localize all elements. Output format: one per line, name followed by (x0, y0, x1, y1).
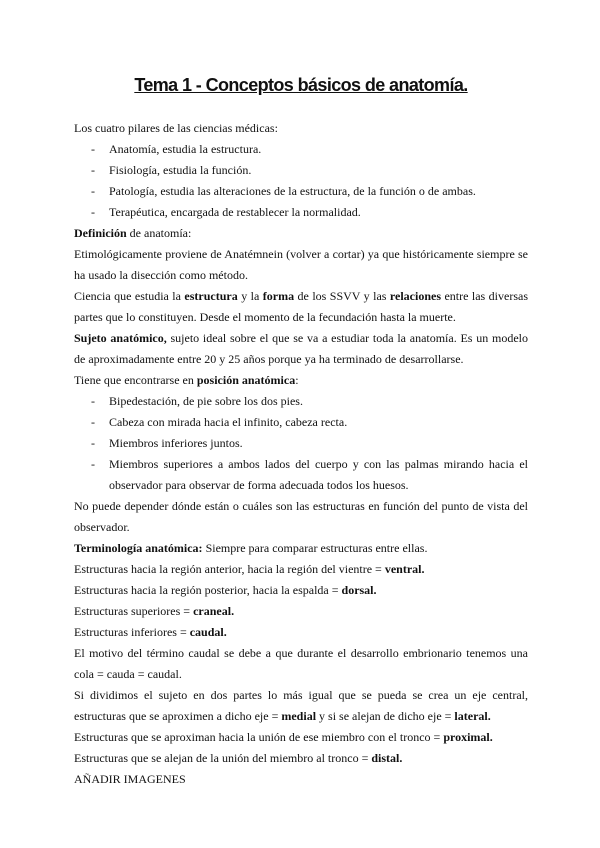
list-item: - Bipedestación, de pie sobre los dos pies. (91, 394, 303, 408)
definition-heading: Definición de anatomía: (74, 226, 192, 240)
list-item: - Miembros superiores a ambos lados del cuerpo y con las palmas mirando hacia el observador para observar de forma adecuada todos los huesos. (91, 457, 528, 492)
term-ventral: Estructuras hacia la región anterior, hacia la región del vientre = ventral. (74, 562, 425, 576)
terminologia-paragraph: Terminología anatómica: Siempre para comparar estructuras entre ellas. (74, 541, 428, 555)
document-page (74, 74, 528, 790)
term-craneal: Estructuras superiores = craneal. (74, 604, 235, 618)
list-item: - Anatomía, estudia la estructura. (91, 142, 262, 156)
posicion-list (74, 391, 528, 496)
list-item: - Patología, estudia las alteraciones de la estructura, de la función o de ambas. (91, 184, 476, 198)
ciencia-paragraph: Ciencia que estudia la estructura y la forma de los SSVV y las relaciones entre las diversas partes que lo constituyen. Desde el momento de la fecundación hasta la muerte. (74, 289, 528, 324)
sujeto-paragraph: Sujeto anatómico, sujeto ideal sobre el que se va a estudiar toda la anatomía. Es un modelo de aproximadamente entre 20 y 25 años porque ya ha terminado de desarrollarse. (74, 331, 528, 366)
term-dorsal: Estructuras hacia la región posterior, hacia la espalda = dorsal. (74, 583, 377, 597)
list-item: - Fisiología, estudia la función. (91, 163, 252, 177)
footer-note: AÑADIR IMAGENES (74, 772, 186, 786)
caudal-note: El motivo del término caudal se debe a que durante el desarrollo embrionario tenemos una cola = cauda = caudal. (74, 646, 528, 681)
term-caudal: Estructuras inferiores = caudal. (74, 625, 227, 639)
list-item: - Terapéutica, encargada de restablecer la normalidad. (91, 205, 361, 219)
posicion-intro: Tiene que encontrarse en posición anatómica: (74, 373, 299, 387)
list-item: - Cabeza con mirada hacia el infinito, cabeza recta. (91, 415, 348, 429)
medial-lateral-paragraph: Si dividimos el sujeto en dos partes lo más igual que se pueda se crea un eje central, estructuras que se aproximen a dicho eje = medial y si se alejan de dicho eje = lateral. (74, 688, 528, 723)
etymology-paragraph: Etimológicamente proviene de Anatémnein (volver a cortar) ya que históricamente siempre se ha usado la disección como método. (74, 247, 528, 282)
term-proximal: Estructuras que se aproximan hacia la unión de ese miembro con el tronco = proximal. (74, 730, 493, 744)
page-title: Tema 1 - Conceptos básicos de anatomía. (134, 75, 468, 95)
list-item: - Miembros inferiores juntos. (91, 436, 243, 450)
observer-paragraph: No puede depender dónde están o cuáles son las estructuras en función del punto de vista del observador. (74, 499, 528, 534)
pillars-intro: Los cuatro pilares de las ciencias médicas: (74, 121, 278, 135)
term-distal: Estructuras que se alejan de la unión del miembro al tronco = distal. (74, 751, 403, 765)
pillars-list (74, 139, 528, 223)
